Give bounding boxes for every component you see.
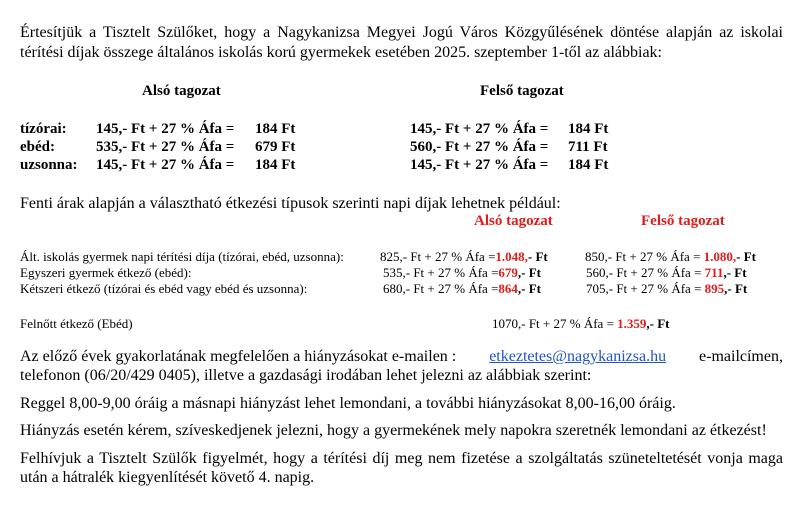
example-also-price bbox=[383, 265, 541, 281]
meal-also-total: 184 Ft bbox=[255, 157, 296, 173]
meal-label-uzsonna: uzsonna: bbox=[20, 157, 78, 173]
meal-also-price: 145,- Ft + 27 % Áfa = bbox=[96, 157, 235, 173]
example-label: Ált. iskolás gyermek napi térítési díja (tízórai, ebéd, uzsonna): bbox=[20, 249, 344, 264]
example-also-suffix: ,- Ft bbox=[517, 281, 542, 296]
example-also-suffix: - Ft bbox=[527, 249, 548, 264]
intro-line-2: térítési díjak összege általános iskolás korú gyermekek esetében 2025. szeptember 1-től az alábbiak: bbox=[20, 44, 662, 61]
example-felso-formula: 560,- Ft + 27 % Áfa = bbox=[586, 265, 705, 280]
meal-also-price: 535,- Ft + 27 % Áfa = bbox=[96, 139, 235, 155]
meal-felso-total: 184 Ft bbox=[568, 121, 609, 137]
meal-felso-price: 560,- Ft + 27 % Áfa = bbox=[410, 139, 549, 155]
contact-line-1 bbox=[20, 347, 783, 367]
meal-label-tizorai: tízórai: bbox=[20, 121, 67, 137]
meal-also-total: 184 Ft bbox=[255, 121, 296, 137]
adult-label: Felnőtt étkező (Ebéd) bbox=[20, 316, 133, 331]
email-link[interactable]: etkeztetes@nagykanizsa.hu bbox=[489, 348, 667, 365]
example-also-value: 679 bbox=[498, 265, 518, 280]
example-felso-suffix: ,- Ft bbox=[723, 265, 747, 280]
contact-text-end: e-mailcímen, bbox=[699, 348, 783, 365]
example-label: Egyszeri gyermek étkező (ebéd): bbox=[20, 265, 192, 280]
examples-felso-heading: Felső tagozat bbox=[641, 213, 725, 229]
adult-formula: 1070,- Ft + 27 % Áfa = bbox=[492, 316, 618, 331]
meal-also-price: 145,- Ft + 27 % Áfa = bbox=[96, 121, 235, 137]
example-also-suffix: ,- Ft bbox=[517, 265, 542, 280]
example-also-formula: 680,- Ft + 27 % Áfa = bbox=[383, 281, 499, 296]
example-felso-formula: 705,- Ft + 27 % Áfa = bbox=[586, 281, 705, 296]
examples-intro: Fenti árak alapján a választható étkezési típusok szerinti napi díjak lehetnek például: bbox=[20, 195, 561, 212]
meal-felso-price: 145,- Ft + 27 % Áfa = bbox=[410, 121, 549, 137]
example-felso-formula: 850,- Ft + 27 % Áfa = bbox=[585, 249, 704, 264]
example-felso-value: 711 bbox=[704, 265, 724, 280]
meal-felso-price: 145,- Ft + 27 % Áfa = bbox=[410, 157, 549, 173]
example-also-price bbox=[380, 249, 548, 265]
example-felso-suffix: - Ft bbox=[736, 249, 757, 264]
example-felso-price bbox=[586, 265, 747, 281]
example-label: Kétszeri étkező (tízórai és ebéd vagy ebéd és uzsonna): bbox=[20, 281, 308, 296]
notice-line-1: Felhívjuk a Tisztelt Szülők figyelmét, hogy a térítési díj meg nem fizetése a szolgáltatás szüneteltetését vonja maga bbox=[20, 450, 783, 467]
felso-tagozat-heading: Felső tagozat bbox=[480, 83, 564, 99]
meal-felso-total: 711 Ft bbox=[568, 139, 608, 155]
example-felso-value: 895 bbox=[704, 281, 725, 296]
example-also-price bbox=[383, 281, 541, 297]
adult-value: 1.359 bbox=[617, 316, 647, 331]
examples-also-heading: Alsó tagozat bbox=[474, 213, 553, 229]
contact-line-2: telefonon (06/20/429 0405), illetve a gazdasági irodában lehet jelezni az alábbiak szerint: bbox=[20, 367, 592, 384]
example-also-formula: 535,- Ft + 27 % Áfa = bbox=[383, 265, 499, 280]
meal-also-total: 679 Ft bbox=[255, 139, 296, 155]
example-also-formula: 825,- Ft + 27 % Áfa = bbox=[380, 249, 496, 264]
adult-price bbox=[492, 316, 670, 332]
also-tagozat-heading: Alsó tagozat bbox=[142, 83, 221, 99]
meal-label-ebed: ebéd: bbox=[20, 139, 55, 155]
adult-suffix: ,- Ft bbox=[646, 316, 670, 331]
morning-paragraph: Reggel 8,00-9,00 óráig a másnapi hiányzást lehet lemondani, a további hiányzásokat 8,00-16,00 óráig. bbox=[20, 395, 676, 412]
absence-paragraph: Hiányzás esetén kérem, szíveskedjenek jelezni, hogy a gyermekének mely napokra szeretnék lemondani az étkezést! bbox=[20, 422, 767, 439]
meal-felso-total: 184 Ft bbox=[568, 157, 609, 173]
example-felso-price bbox=[585, 249, 756, 265]
intro-line-1: Értesítjük a Tisztelt Szülőket, hogy a Nagykanizsa Megyei Jogú Város Közgyűlésének döntése alapján az iskolai bbox=[20, 24, 783, 41]
example-felso-value: 1.080, bbox=[703, 249, 737, 264]
example-felso-suffix: ,- Ft bbox=[724, 281, 748, 296]
example-also-value: 864 bbox=[498, 281, 518, 296]
example-felso-price bbox=[586, 281, 747, 297]
example-also-value: 1.048, bbox=[495, 249, 528, 264]
notice-line-2: után a hátralék kiegyenlítését követő 4. napig. bbox=[20, 469, 315, 486]
contact-text: Az előző évek gyakorlatának megfelelően a hiányzásokat e-mailen : bbox=[20, 348, 457, 365]
